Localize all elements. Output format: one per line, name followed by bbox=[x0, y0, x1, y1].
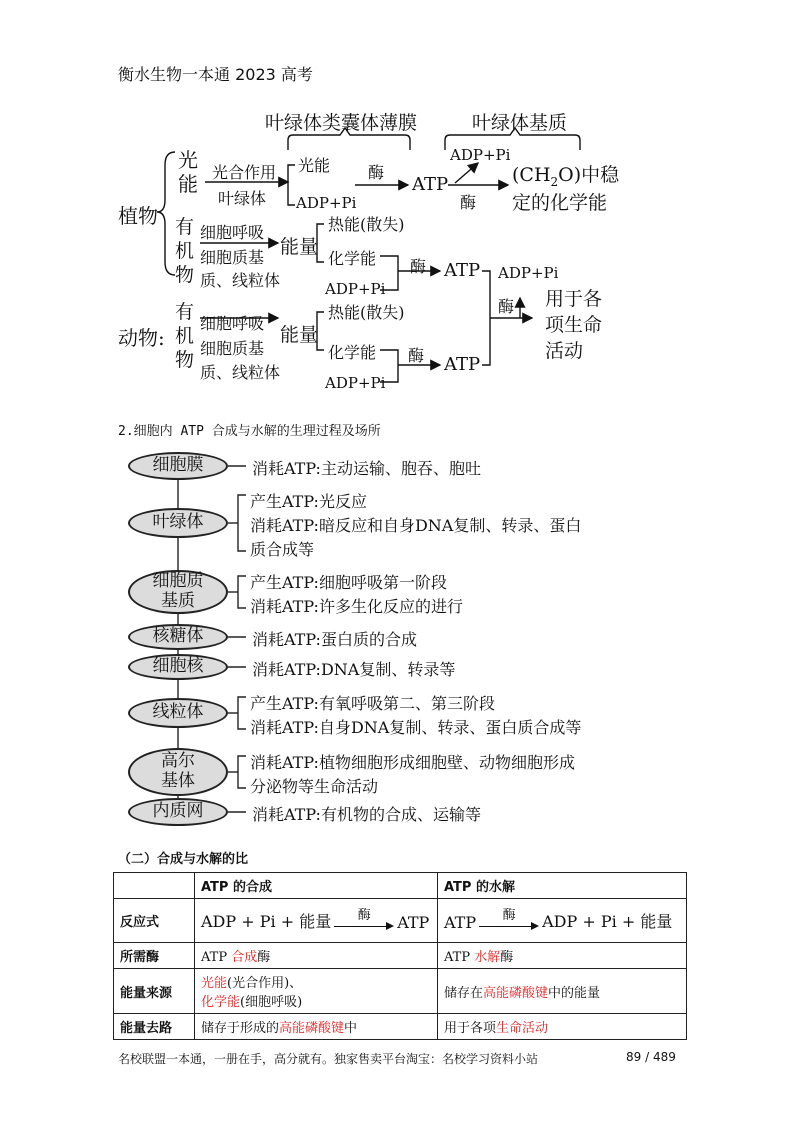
label-stable-energy: 定的化学能 bbox=[512, 192, 608, 214]
label-plant: 植物 bbox=[118, 204, 158, 228]
label-adp-pi-5: ADP+Pi bbox=[325, 374, 386, 392]
label-enzyme-2: 酶 bbox=[460, 193, 477, 212]
label-cytoplasm-plant-2: 质、线粒体 bbox=[200, 271, 281, 290]
label-chemical-plant: 化学能 bbox=[328, 249, 377, 268]
hydrolysis-formula: ATP 酶 ADP + Pi + 能量 bbox=[438, 899, 687, 943]
organelle-description-line: 消耗ATP:许多生化反应的进行 bbox=[250, 597, 463, 616]
organelle-description-line: 质合成等 bbox=[250, 540, 315, 559]
label-light: 光 能 bbox=[178, 148, 198, 196]
label-use-3: 活动 bbox=[545, 340, 584, 362]
organelle-node: 细胞膜 bbox=[128, 452, 228, 480]
table-row-source bbox=[114, 969, 687, 1014]
synthesis-source: 光能(光合作用)、 化学能(细胞呼吸) bbox=[195, 969, 438, 1014]
col-header-synthesis: ATP 的合成 bbox=[195, 873, 438, 899]
label-organic-plant: 有 机 物 bbox=[175, 216, 195, 286]
table-row-formula bbox=[114, 899, 687, 943]
label-cytoplasm-animal-2: 质、线粒体 bbox=[200, 363, 281, 382]
organelle-node: 核糖体 bbox=[128, 624, 228, 650]
label-heat-plant: 热能(散失) bbox=[328, 215, 405, 234]
organelle-node: 线粒体 bbox=[128, 698, 228, 728]
col-header-hydrolysis: ATP 的水解 bbox=[438, 873, 687, 899]
label-cytoplasm-animal-1: 细胞质基 bbox=[200, 339, 265, 358]
organelle-description-line: 消耗ATP:植物细胞形成细胞壁、动物细胞形成 bbox=[250, 753, 575, 772]
organelle-description-line: 消耗ATP:蛋白质的合成 bbox=[252, 630, 417, 649]
label-atp-2: ATP bbox=[444, 260, 481, 281]
organelle-description-line: 分泌物等生命活动 bbox=[250, 777, 379, 796]
organelle-node: 叶绿体 bbox=[128, 508, 228, 538]
row-header-destination: 能量去路 bbox=[114, 1014, 195, 1040]
organelle-node: 细胞核 bbox=[128, 654, 228, 680]
organelle-node: 高尔 基体 bbox=[128, 748, 228, 796]
label-adp-pi-3: ADP+Pi bbox=[325, 280, 386, 298]
label-adp-pi-4: ADP+Pi bbox=[498, 264, 559, 282]
section3-title: （二）合成与水解的比 bbox=[118, 852, 249, 867]
label-use-2: 项生命 bbox=[545, 314, 603, 336]
organelle-description-line: 产生ATP:有氧呼吸第二、第三阶段 bbox=[250, 694, 495, 713]
label-energy-plant: 能量 bbox=[280, 236, 319, 258]
organelle-description-line: 消耗ATP:主动运输、胞吞、胞吐 bbox=[252, 459, 481, 478]
label-enzyme-5: 酶 bbox=[408, 346, 425, 365]
hydrolysis-enzyme: ATP 水解酶 bbox=[438, 943, 687, 969]
label-energy-animal: 能量 bbox=[280, 324, 319, 346]
label-respiration-animal: 细胞呼吸 bbox=[200, 314, 265, 333]
organelle-node: 细胞质 基质 bbox=[128, 570, 228, 614]
synthesis-formula: ADP + Pi + 能量 酶 ATP bbox=[195, 899, 438, 943]
label-organic-animal: 有 机 物 bbox=[175, 301, 195, 371]
section2-title: 2.细胞内 ATP 合成与水解的生理过程及场所 bbox=[118, 424, 381, 439]
label-enzyme-4: 酶 bbox=[498, 297, 515, 316]
label-use-1: 用于各 bbox=[545, 288, 603, 310]
hydrolysis-destination: 用于各项生命活动 bbox=[438, 1014, 687, 1040]
label-stroma: 叶绿体基质 bbox=[472, 112, 568, 134]
organelle-description-line: 产生ATP:细胞呼吸第一阶段 bbox=[250, 573, 447, 592]
organelle-description-line: 消耗ATP:暗反应和自身DNA复制、转录、蛋白 bbox=[250, 516, 582, 535]
label-thylakoid: 叶绿体类囊体薄膜 bbox=[265, 112, 418, 134]
synthesis-destination: 储存于形成的高能磷酸键中 bbox=[195, 1014, 438, 1040]
label-chemical-animal: 化学能 bbox=[328, 343, 377, 362]
label-ch2o: $(CH_2O)$中稳 bbox=[512, 164, 620, 189]
organelle-description-line: 产生ATP:光反应 bbox=[250, 492, 367, 511]
label-enzyme-3: 酶 bbox=[410, 257, 427, 276]
footer-text: 名校联盟一本通，一册在手，高分就有。独家售卖平台淘宝：名校学习资料小站 bbox=[118, 1052, 539, 1066]
label-light-energy: 光能 bbox=[298, 156, 331, 175]
label-adp-pi-1: ADP+Pi bbox=[296, 194, 357, 212]
organelle-description-line: 消耗ATP:有机物的合成、运输等 bbox=[252, 805, 481, 824]
hydrolysis-source: 储存在高能磷酸键中的能量 bbox=[438, 969, 687, 1014]
row-header-formula: 反应式 bbox=[114, 899, 195, 943]
organelle-node: 内质网 bbox=[128, 798, 228, 826]
synthesis-enzyme: ATP 合成酶 bbox=[195, 943, 438, 969]
row-header-enzyme: 所需酶 bbox=[114, 943, 195, 969]
label-animal: 动物: bbox=[118, 326, 165, 350]
label-chloroplast: 叶绿体 bbox=[218, 189, 267, 208]
table-row-destination bbox=[114, 1014, 687, 1040]
page-number: 89 / 489 bbox=[626, 1050, 676, 1064]
row-header-source: 能量来源 bbox=[114, 969, 195, 1014]
organelle-description-line: 消耗ATP:自身DNA复制、转录、蛋白质合成等 bbox=[250, 718, 582, 737]
label-atp-3: ATP bbox=[444, 354, 481, 375]
table-header-row bbox=[114, 873, 687, 899]
comparison-table bbox=[113, 872, 687, 1040]
table-row-enzyme bbox=[114, 943, 687, 969]
label-respiration-plant: 细胞呼吸 bbox=[200, 223, 265, 242]
organelle-description-line: 消耗ATP:DNA复制、转录等 bbox=[252, 660, 456, 679]
label-heat-animal: 热能(散失) bbox=[328, 303, 405, 322]
label-cytoplasm-plant-1: 细胞质基 bbox=[200, 248, 265, 267]
label-adp-pi-2: ADP+Pi bbox=[450, 146, 511, 164]
label-photosynthesis: 光合作用 bbox=[212, 163, 277, 182]
page-header: 衡水生物一本通 2023 高考 bbox=[118, 65, 313, 84]
label-atp-1: ATP bbox=[412, 174, 449, 195]
label-enzyme-1: 酶 bbox=[368, 163, 385, 182]
